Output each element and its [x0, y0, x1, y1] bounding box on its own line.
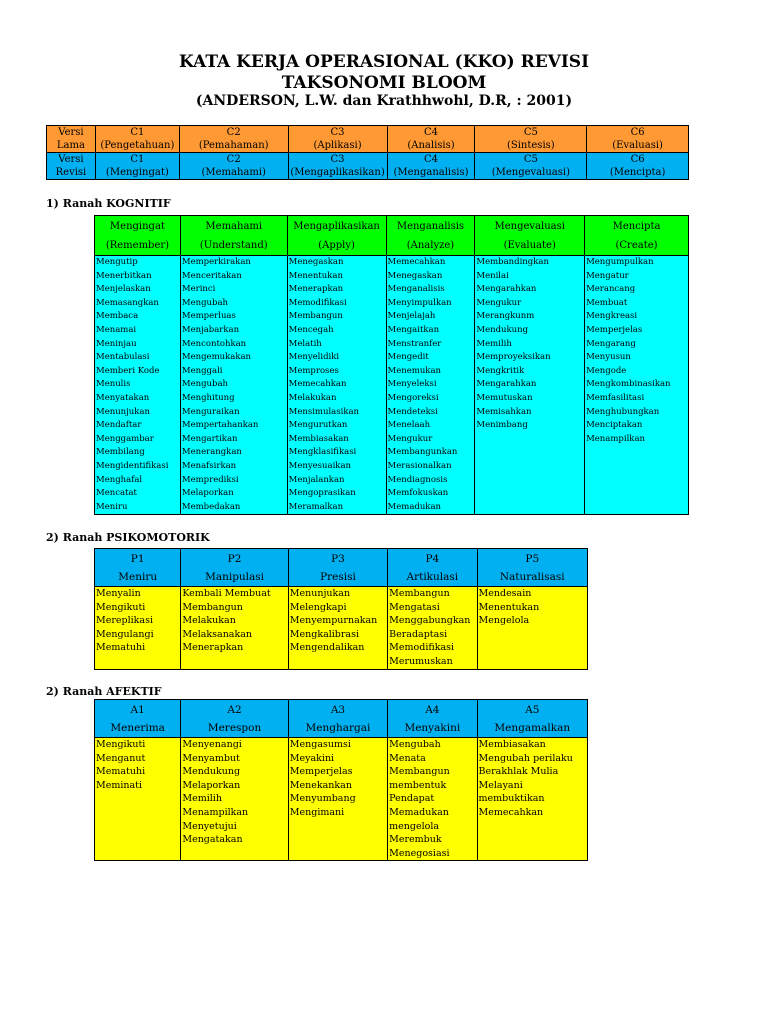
verb-item: Membangun — [389, 766, 450, 778]
section-afektif-heading: 2) Ranah AFEKTIF — [46, 685, 162, 698]
verb-item: Menyatakan — [96, 392, 150, 403]
verb-item: Menjelajah — [387, 311, 436, 322]
verb-item: Membiasakan — [478, 739, 546, 750]
kognitif-column-header — [95, 216, 181, 256]
versi-lama-cell — [288, 126, 387, 153]
verb-item: Memisahkan — [476, 406, 532, 417]
verb-item: Memadukan — [389, 806, 449, 818]
versi-lama-row — [47, 126, 689, 153]
verb-item: Mengelola — [478, 615, 530, 627]
verb-item: Mengutip — [96, 257, 138, 267]
verb-item: mengelola — [389, 820, 440, 832]
verb-item: Mengikuti — [96, 739, 146, 750]
column-english: (Understand) — [199, 240, 268, 251]
verb-item: Mengkalibrasi — [289, 628, 360, 640]
versi-label-line: Lama — [56, 140, 85, 151]
verb-item: Mendukung — [476, 324, 529, 335]
verb-item: Memasangkan — [96, 297, 159, 308]
level-code: C4 — [423, 154, 438, 165]
verb-item: Memperjelas — [289, 766, 353, 778]
verb-item: Mengaitkan — [387, 324, 440, 335]
verb-item: Mengubah — [181, 297, 228, 308]
verb-item: Mengarang — [586, 338, 636, 349]
afektif-column-items — [95, 738, 181, 861]
verb-item: Menciptakan — [586, 420, 643, 431]
verb-item: Memecahkan — [288, 379, 347, 390]
verb-item: Melatih — [288, 338, 322, 349]
verb-item: Membilang — [96, 447, 145, 458]
verb-item: Menunjukan — [289, 588, 351, 599]
column-english: (Apply) — [318, 240, 355, 251]
page-title: KATA KERJA OPERASIONAL (KKO) REVISI — [178, 52, 590, 72]
psikomotorik-table — [94, 548, 588, 670]
verb-item: Menyeleksi — [387, 379, 437, 390]
verb-item: Merancang — [586, 284, 636, 295]
verb-item: Mengkreasi — [586, 311, 638, 322]
verb-item: Mengubah — [389, 739, 441, 750]
kognitif-column-items — [95, 256, 181, 515]
verb-item: Menghafal — [96, 474, 143, 485]
column-code: P3 — [331, 553, 345, 565]
verb-item: Menilai — [476, 270, 509, 281]
level-code: C2 — [226, 154, 241, 165]
verb-item: Mengedit — [387, 352, 429, 363]
verb-item: Menampilkan — [182, 806, 249, 818]
verb-item: Mengasumsi — [289, 739, 351, 750]
versi-lama-cell — [179, 126, 288, 153]
level-name: (Mengingat) — [105, 167, 169, 178]
verb-item: Mengikuti — [96, 601, 146, 613]
verb-item: Meyakini — [289, 752, 335, 764]
column-code: P4 — [425, 553, 440, 565]
afektif-column-items — [288, 738, 387, 861]
psikomotorik-column-items — [181, 587, 288, 670]
verb-item: Mendiagnosis — [387, 474, 448, 485]
verb-item: Memperjelas — [586, 324, 643, 335]
column-name: Mencipta — [612, 221, 661, 232]
verb-item: Melakukan — [288, 392, 337, 403]
versi-lama-cell — [387, 126, 475, 153]
verb-item: Mendukung — [182, 766, 241, 778]
versi-label-line: Versi — [58, 154, 84, 165]
verb-item: Menyalin — [96, 588, 141, 599]
column-english: (Evaluate) — [503, 240, 556, 251]
verb-item: Menggabungkan — [389, 615, 471, 627]
verb-item: Menegosiasi — [389, 847, 450, 859]
verb-item: Memperkirakan — [181, 257, 251, 267]
kognitif-column-items — [386, 256, 475, 515]
verb-item: Mengurutkan — [288, 420, 348, 431]
page-citation: (ANDERSON, L.W. dan Krathhwohl, D.R, : 2001) — [195, 93, 573, 109]
verb-item: Mengimani — [289, 806, 345, 818]
verb-item: Melaksanakan — [182, 628, 253, 640]
versi-revisi-cell — [387, 153, 475, 180]
verb-item: Melakukan — [182, 615, 236, 627]
kognitif-column-header — [180, 216, 287, 256]
verb-item: Mengklasifikasi — [288, 447, 357, 458]
verb-item: Memilih — [476, 338, 512, 349]
verb-item: Menunjukan — [96, 406, 150, 417]
versi-table — [46, 125, 689, 180]
versi-revisi-cell — [179, 153, 288, 180]
column-english: (Create) — [615, 240, 658, 251]
level-name: (Mengevaluasi) — [491, 167, 570, 178]
verb-item: Mengubah perilaku — [478, 752, 573, 764]
column-name: Artikulasi — [406, 571, 459, 583]
verb-item: Membedakan — [181, 501, 241, 512]
verb-item: Mengkritik — [476, 365, 525, 376]
afektif-column-items — [388, 738, 477, 861]
column-name: Mengamalkan — [494, 722, 571, 734]
verb-item: Melaporkan — [181, 488, 234, 499]
verb-item: Memodifikasi — [389, 642, 455, 654]
level-code: C1 — [130, 127, 145, 138]
verb-item: Menyimpulkan — [387, 297, 452, 308]
verb-item: Menata — [389, 752, 426, 764]
verb-item: Melaporkan — [182, 779, 241, 791]
versi-label-line: Revisi — [55, 167, 87, 178]
verb-item: Membuat — [586, 297, 628, 308]
verb-item: membentuk — [389, 779, 447, 791]
verb-item: Membangun — [389, 588, 450, 599]
verb-item: Menyenangi — [182, 739, 242, 750]
verb-item: Menerangkan — [181, 447, 242, 458]
psikomotorik-column-items — [388, 587, 477, 670]
psikomotorik-column-header — [181, 549, 288, 587]
column-name: Manipulasi — [205, 571, 265, 583]
verb-item: Mentabulasi — [96, 352, 150, 363]
afektif-column-items — [181, 738, 288, 861]
verb-item: Berakhlak Mulia — [478, 766, 559, 778]
column-name: Memahami — [205, 221, 263, 232]
psikomotorik-column-items — [95, 587, 181, 670]
verb-item: Mematuhi — [96, 642, 146, 654]
versi-revisi-cell — [95, 153, 179, 180]
afektif-table — [94, 699, 588, 861]
verb-item: Membangun — [288, 311, 343, 322]
verb-item: Memadukan — [387, 501, 442, 512]
verb-item: Menentukan — [478, 601, 540, 613]
column-english: (Analyze) — [406, 240, 455, 251]
verb-item: Mengode — [586, 365, 627, 376]
verb-item: Menganut — [96, 752, 146, 764]
column-code: P5 — [525, 553, 540, 565]
verb-item: Mengatakan — [182, 834, 243, 846]
column-code: P2 — [227, 553, 242, 565]
versi-lama-cell — [587, 126, 689, 153]
column-code: P1 — [130, 553, 145, 565]
verb-item: Memfokuskan — [387, 488, 449, 499]
verb-item: Memodifikasi — [288, 297, 347, 308]
level-code: C6 — [630, 127, 645, 138]
column-name: Mengingat — [109, 221, 165, 232]
column-name: Mengaplikasikan — [293, 221, 380, 232]
verb-item: Menghubungkan — [586, 406, 660, 417]
verb-item: Mensimulasikan — [288, 406, 360, 417]
psikomotorik-column-header — [388, 549, 477, 587]
level-code: C5 — [523, 127, 538, 138]
verb-item: Menamai — [96, 324, 137, 335]
kognitif-column-header — [585, 216, 689, 256]
verb-item: Memperluas — [181, 311, 236, 322]
column-name: Presisi — [320, 571, 356, 583]
verb-item: Mengarahkan — [476, 379, 537, 390]
verb-item: Menulis — [96, 379, 131, 390]
page-subtitle: TAKSONOMI BLOOM — [281, 73, 487, 93]
verb-item: Mengemukakan — [181, 352, 252, 363]
kognitif-column-header — [475, 216, 585, 256]
versi-lama-label — [47, 126, 96, 153]
section-psikomotorik-heading: 2) Ranah PSIKOMOTORIK — [46, 531, 210, 544]
verb-item: Mendesain — [478, 588, 532, 599]
verb-item: Mengubah — [181, 379, 228, 390]
psikomotorik-column-header — [288, 549, 387, 587]
level-name: (Analisis) — [407, 140, 455, 151]
verb-item: Mengumpulkan — [586, 257, 654, 267]
verb-item: Menceritakan — [181, 270, 242, 281]
verb-item: Menyesuaikan — [288, 460, 351, 471]
psikomotorik-column-items — [477, 587, 587, 670]
verb-item: Merinci — [181, 284, 216, 295]
verb-item: Menerapkan — [182, 642, 244, 654]
verb-item: Membiasakan — [288, 433, 349, 444]
verb-item: Memutuskan — [476, 392, 533, 403]
verb-item: Menegaskan — [288, 257, 344, 267]
verb-item: Mendeteksi — [387, 406, 438, 417]
level-code: C4 — [423, 127, 438, 138]
versi-revisi-cell — [288, 153, 387, 180]
versi-revisi-cell — [475, 153, 587, 180]
verb-item: Mengkombinasikan — [586, 379, 671, 390]
versi-lama-cell — [95, 126, 179, 153]
level-name: (Mencipta) — [609, 167, 666, 178]
verb-item: Mengulangi — [96, 628, 154, 640]
column-name: Menghargai — [305, 722, 371, 734]
verb-item: Menganalisis — [387, 284, 445, 295]
afektif-column-header — [95, 700, 181, 738]
verb-item: Mempertahankan — [181, 420, 259, 431]
column-name: Menyakini — [404, 722, 461, 734]
verb-item: Merumuskan — [389, 655, 453, 667]
column-code: A1 — [130, 704, 145, 716]
verb-item: Memfasilitasi — [586, 392, 645, 403]
level-name: (Evaluasi) — [612, 140, 663, 151]
verb-item: Mengatur — [586, 270, 629, 281]
kognitif-column-items — [180, 256, 287, 515]
verb-item: Menggambar — [96, 433, 154, 444]
column-name: Menganalisis — [396, 221, 465, 232]
level-name: (Pengetahuan) — [100, 140, 175, 151]
verb-item: Kembali Membuat — [182, 588, 271, 599]
verb-item: Meninjau — [96, 338, 137, 349]
verb-item: Menjalankan — [288, 474, 345, 485]
verb-item: Memilih — [182, 793, 222, 805]
versi-revisi-label — [47, 153, 96, 180]
verb-item: Menyempurnakan — [289, 615, 378, 627]
column-code: A2 — [227, 704, 242, 716]
column-name: Menerima — [110, 722, 165, 734]
afektif-column-header — [181, 700, 288, 738]
verb-item: Merembuk — [389, 834, 442, 846]
verb-item: Mengukur — [476, 297, 522, 308]
verb-item: Menggali — [181, 365, 223, 376]
verb-item: Mengarahkan — [476, 284, 537, 295]
verb-item: Meminati — [96, 779, 143, 791]
psikomotorik-column-header — [477, 549, 587, 587]
verb-item: Beradaptasi — [389, 628, 448, 640]
afektif-column-header — [388, 700, 477, 738]
verb-item: Mendaftar — [96, 420, 142, 431]
level-code: C6 — [630, 154, 645, 165]
level-code: C2 — [226, 127, 241, 138]
verb-item: Menafsirkan — [181, 460, 237, 471]
verb-item: Menyumbang — [289, 793, 356, 805]
level-name: (Aplikasi) — [313, 140, 362, 151]
verb-item: Mengoprasikan — [288, 488, 356, 499]
verb-item: Menerbitkan — [96, 270, 152, 281]
level-code: C1 — [130, 154, 145, 165]
verb-item: Menentukan — [288, 270, 343, 281]
section-kognitif-heading: 1) Ranah KOGNITIF — [46, 197, 171, 210]
verb-item: Meniru — [96, 501, 128, 512]
afektif-column-items — [477, 738, 587, 861]
verb-item: Mencatat — [96, 488, 137, 499]
verb-item: Membaca — [96, 311, 139, 322]
verb-item: Menyambut — [182, 752, 240, 764]
verb-item: Mengukur — [387, 433, 433, 444]
verb-item: Menemukan — [387, 365, 441, 376]
verb-item: Menerapkan — [288, 284, 344, 295]
verb-item: Menekankan — [289, 779, 352, 791]
verb-item: Mengatasi — [389, 601, 440, 613]
verb-item: Menjabarkan — [181, 324, 240, 335]
verb-item: Mematuhi — [96, 766, 146, 778]
level-code: C5 — [523, 154, 538, 165]
verb-item: Menyelidiki — [288, 352, 340, 363]
verb-item: Merasionalkan — [387, 460, 452, 471]
verb-item: Mengendalikan — [289, 642, 365, 654]
verb-item: Membandingkan — [476, 257, 549, 267]
kognitif-column-items — [287, 256, 386, 515]
verb-item: Menyusun — [586, 352, 631, 363]
versi-revisi-cell — [587, 153, 689, 180]
kognitif-column-header — [287, 216, 386, 256]
afektif-column-header — [288, 700, 387, 738]
level-name: (Sintesis) — [506, 140, 555, 151]
column-code: A5 — [525, 704, 540, 716]
verb-item: Meramalkan — [288, 501, 344, 512]
column-english: (Remember) — [105, 240, 170, 251]
verb-item: Pendapat — [389, 793, 435, 805]
verb-item: Memecahkan — [387, 257, 446, 267]
verb-item: Menampilkan — [586, 433, 645, 444]
verb-item: Memproses — [288, 365, 339, 376]
column-name: Mengevaluasi — [494, 221, 565, 232]
verb-item: Mereplikasi — [96, 615, 154, 627]
verb-item: Menegaskan — [387, 270, 443, 281]
level-name: (Menganalisis) — [393, 167, 469, 178]
verb-item: Menyetujui — [182, 820, 237, 832]
versi-label-line: Versi — [58, 127, 84, 138]
afektif-column-header — [477, 700, 587, 738]
verb-item: Menelaah — [387, 420, 431, 431]
level-name: (Mengaplikasikan) — [290, 167, 385, 178]
column-name: Naturalisasi — [499, 571, 565, 583]
psikomotorik-column-header — [95, 549, 181, 587]
verb-item: Melayani — [478, 779, 523, 791]
verb-item: Membangunkan — [387, 447, 458, 458]
verb-item: Memecahkan — [478, 806, 544, 818]
level-name: (Pemahaman) — [198, 140, 269, 151]
versi-lama-cell — [475, 126, 587, 153]
level-code: C3 — [330, 154, 345, 165]
versi-revisi-row — [47, 153, 689, 180]
verb-item: Menghitung — [181, 392, 235, 403]
kognitif-table — [94, 215, 689, 515]
level-code: C3 — [330, 127, 345, 138]
kognitif-column-items — [475, 256, 585, 515]
column-name: Meniru — [118, 571, 158, 583]
verb-item: Mengartikan — [181, 433, 238, 444]
psikomotorik-column-items — [288, 587, 387, 670]
verb-item: Menjelaskan — [96, 284, 151, 295]
verb-item: Mencontohkan — [181, 338, 247, 349]
verb-item: Mengoreksi — [387, 392, 439, 403]
verb-item: Menimbang — [476, 420, 528, 431]
column-code: A4 — [425, 704, 440, 716]
verb-item: Membangun — [182, 601, 243, 613]
verb-item: Mencegah — [288, 324, 334, 335]
kognitif-column-header — [386, 216, 475, 256]
verb-item: Memproyeksikan — [476, 352, 551, 363]
verb-item: Memprediksi — [181, 474, 239, 485]
verb-item: membuktikan — [478, 793, 545, 805]
verb-item: Memberi Kode — [96, 365, 160, 376]
level-name: (Memahami) — [201, 167, 266, 178]
verb-item: Merangkunm — [476, 311, 535, 322]
verb-item: Menguraikan — [181, 406, 240, 417]
verb-item: Melengkapi — [289, 601, 347, 613]
verb-item: Menstranfer — [387, 338, 442, 349]
verb-item: Mengidentifikasi — [96, 460, 169, 471]
column-name: Merespon — [207, 722, 262, 734]
kognitif-column-items — [585, 256, 689, 515]
column-code: A3 — [330, 704, 346, 716]
